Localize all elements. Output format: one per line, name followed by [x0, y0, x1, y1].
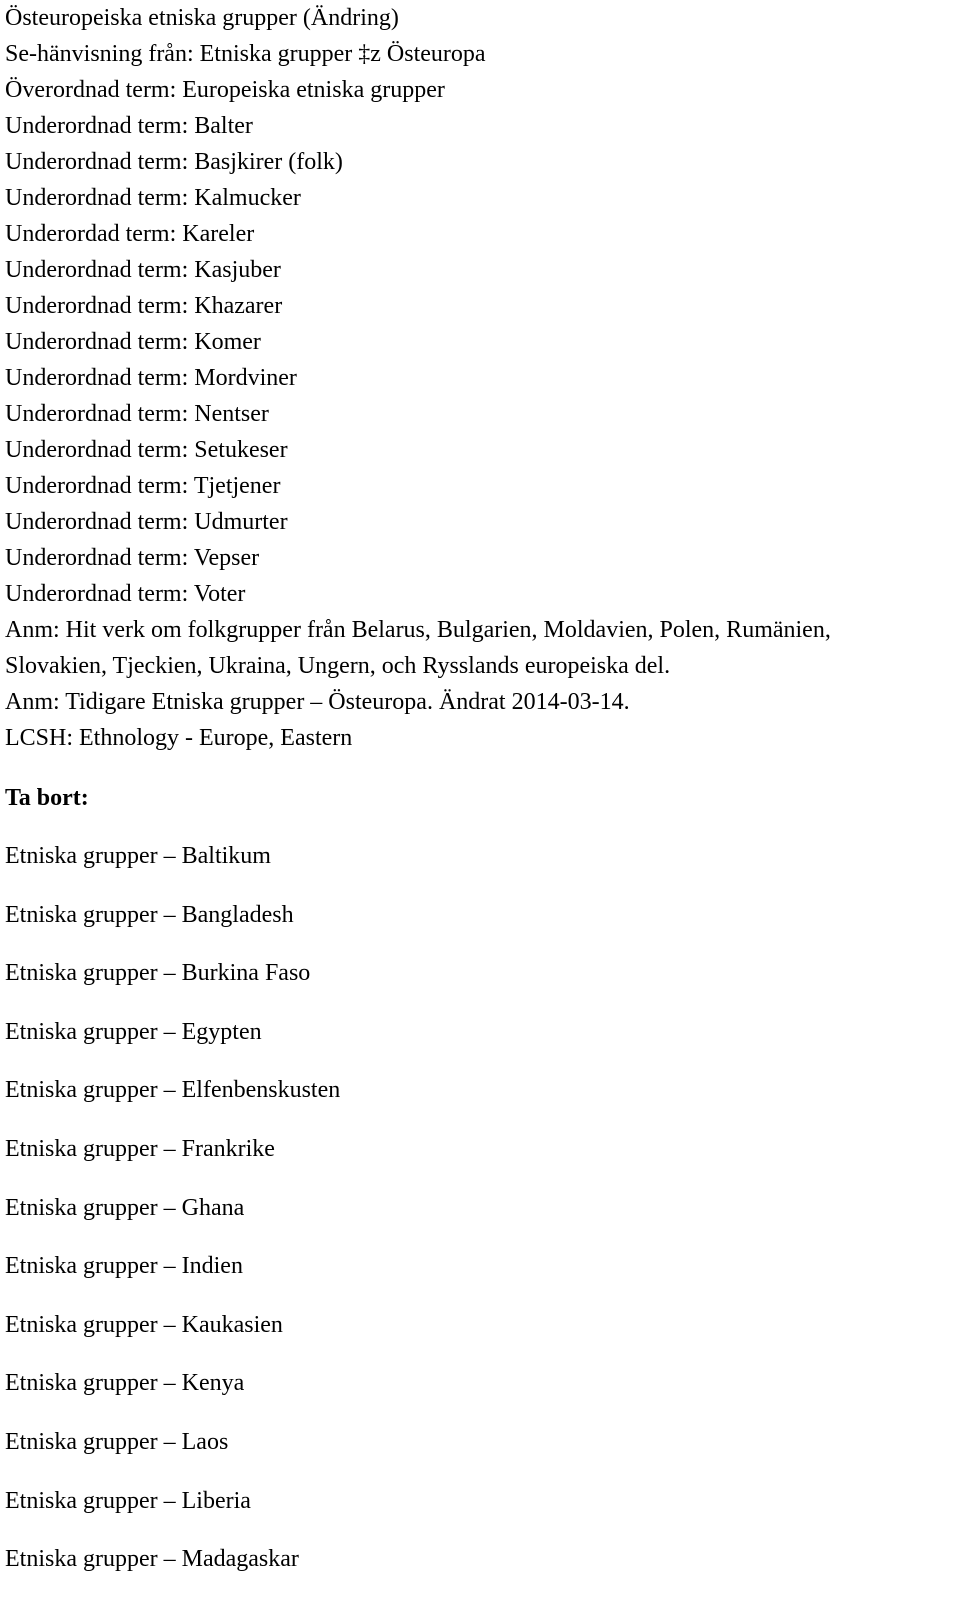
narrower-term: Underordnad term: Khazarer — [5, 293, 283, 319]
narrower-term: Underordnad term: Vepser — [5, 545, 260, 571]
remove-list-item: Etniska grupper – Ghana — [5, 1194, 245, 1221]
narrower-term: Underordnad term: Setukeser — [5, 437, 288, 463]
remove-list — [5, 838, 955, 1600]
narrower-term: Underordnad term: Tjetjener — [5, 473, 281, 499]
remove-list-item: Etniska grupper – Madagaskar — [5, 1546, 299, 1573]
narrower-term: Underordnad term: Komer — [5, 329, 261, 355]
narrower-term: Underordnad term: Kasjuber — [5, 257, 281, 283]
narrower-term: Underordnad term: Mordviner — [5, 365, 297, 391]
narrower-term: Underordnad term: Basjkirer (folk) — [5, 149, 343, 175]
remove-list-item: Etniska grupper – Frankrike — [5, 1135, 275, 1162]
history-note: Anm: Tidigare Etniska grupper – Östeuropa. Ändrat 2014-03-14. — [5, 689, 630, 715]
remove-list-item: Etniska grupper – Indien — [5, 1253, 243, 1280]
remove-list-item: Etniska grupper – Liberia — [5, 1487, 251, 1514]
remove-list-item: Etniska grupper – Egypten — [5, 1018, 262, 1045]
narrower-term: Underordnad term: Voter — [5, 581, 246, 607]
narrower-term: Underordnad term: Nentser — [5, 401, 269, 427]
narrower-term: Underordnad term: Kalmucker — [5, 185, 301, 211]
narrower-term: Underordnad term: Balter — [5, 113, 253, 139]
remove-list-item: Etniska grupper – Bangladesh — [5, 901, 294, 928]
remove-list-item: Etniska grupper – Elfenbenskusten — [5, 1077, 341, 1104]
lcsh-reference: LCSH: Ethnology - Europe, Eastern — [5, 725, 353, 751]
remove-list-item: Etniska grupper – Kaukasien — [5, 1311, 283, 1338]
broader-term: Överordnad term: Europeiska etniska grupper — [5, 77, 445, 103]
narrower-term: Underordnad term: Udmurter — [5, 509, 288, 535]
record-heading: Östeuropeiska etniska grupper (Ändring) — [5, 5, 399, 31]
scope-note-line-1: Anm: Hit verk om folkgrupper från Belarus, Bulgarien, Moldavien, Polen, Rumänien, — [5, 617, 831, 643]
remove-list-item: Etniska grupper – Baltikum — [5, 843, 271, 869]
remove-list-item: Etniska grupper – Kenya — [5, 1370, 245, 1397]
narrower-term: Underordad term: Kareler — [5, 221, 255, 247]
narrower-term-list — [5, 108, 955, 612]
remove-list-item: Etniska grupper – Laos — [5, 1428, 229, 1455]
remove-section-title: Ta bort: — [5, 785, 89, 811]
document-page — [5, 0, 955, 1600]
remove-list-item: Etniska grupper – Burkina Faso — [5, 960, 311, 987]
see-from-reference: Se-hänvisning från: Etniska grupper ‡z Östeuropa — [5, 41, 486, 67]
scope-note-line-2: Slovakien, Tjeckien, Ukraina, Ungern, och Rysslands europeiska del. — [5, 653, 671, 679]
